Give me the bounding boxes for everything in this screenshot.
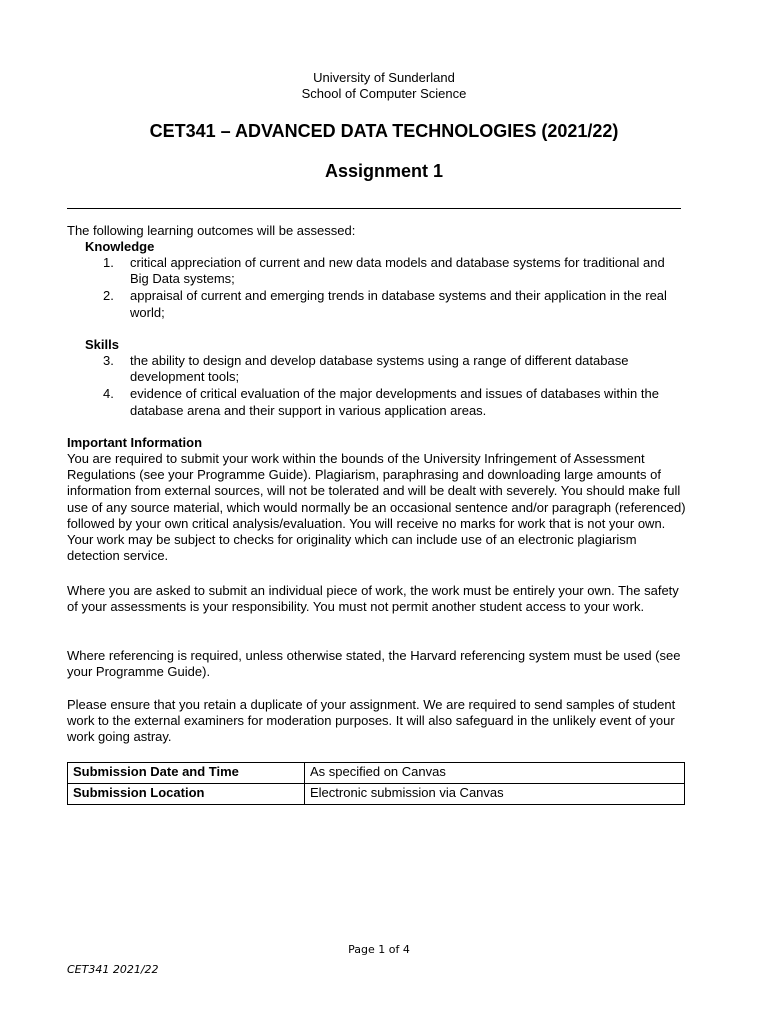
submission-location-value: Electronic submission via Canvas bbox=[305, 784, 685, 805]
outcomes-intro: The following learning outcomes will be assessed: bbox=[67, 223, 356, 238]
skills-outcomes-list bbox=[85, 353, 685, 419]
list-item-number: 2. bbox=[103, 288, 114, 304]
list-item-number: 3. bbox=[103, 353, 114, 368]
list-item-text: critical appreciation of current and new data models and database systems for traditional and Big Data systems; bbox=[130, 255, 665, 287]
knowledge-outcomes-list bbox=[85, 255, 685, 321]
submission-date-value: As specified on Canvas bbox=[305, 763, 685, 784]
plagiarism-paragraph: You are required to submit your work within the bounds of the University Infringement of Assessment Regulations (see your Programme Guide). Plagiarism, paraphrasing and downloading large amounts of information from external sources, will not be tolerated and will be dealt with severely. You should make full use of any source material, which would normally be an occasional sentence and/or paragraph (referenced) followed by your own critical analysis/evaluation. You will receive no marks for work that is not your own. Your work may be subject to checks for originality which can include use of an electronic plagiarism detection service. bbox=[67, 451, 686, 564]
table-row bbox=[68, 784, 685, 805]
university-name: University of Sunderland bbox=[313, 70, 455, 85]
table-row bbox=[68, 763, 685, 784]
list-item bbox=[85, 288, 685, 320]
submission-date-label: Submission Date and Time bbox=[68, 763, 305, 784]
horizontal-rule bbox=[67, 208, 681, 209]
list-item-text: evidence of critical evaluation of the major developments and issues of databases within the database arena and their support in various application areas. bbox=[130, 386, 659, 418]
duplicate-copy-paragraph: Please ensure that you retain a duplicate of your assignment. We are required to send samples of student work to the external examiners for moderation purposes. It will also safeguard in the unlikely event of your work going astray. bbox=[67, 697, 676, 745]
submission-location-label: Submission Location bbox=[68, 784, 305, 805]
list-item-number: 1. bbox=[103, 255, 114, 270]
referencing-paragraph: Where referencing is required, unless otherwise stated, the Harvard referencing system must be used (see your Programme Guide). bbox=[67, 648, 681, 680]
institution-header bbox=[0, 70, 768, 102]
list-item-text: appraisal of current and emerging trends in database systems and their application in the real world; bbox=[130, 288, 667, 320]
skills-heading: Skills bbox=[85, 337, 119, 352]
knowledge-heading: Knowledge bbox=[85, 239, 155, 254]
list-item-text: the ability to design and develop database systems using a range of different database development tools; bbox=[130, 353, 629, 385]
footer-course-code: CET341 2021/22 bbox=[67, 963, 159, 976]
submission-details-table bbox=[67, 762, 685, 805]
list-item bbox=[85, 255, 685, 287]
assignment-title: Assignment 1 bbox=[324, 161, 444, 181]
school-name: School of Computer Science bbox=[301, 86, 467, 101]
list-item-number: 4. bbox=[103, 386, 114, 402]
page-number: Page 1 of 4 bbox=[348, 943, 410, 956]
course-title: CET341 – ADVANCED DATA TECHNOLOGIES (2021/22) bbox=[149, 121, 619, 141]
list-item bbox=[85, 353, 685, 385]
important-information-heading: Important Information bbox=[67, 435, 203, 450]
individual-work-paragraph: Where you are asked to submit an individual piece of work, the work must be entirely your own. The safety of your assessments is your responsibility. You must not permit another student access to your work. bbox=[67, 583, 679, 615]
list-item bbox=[85, 386, 685, 418]
